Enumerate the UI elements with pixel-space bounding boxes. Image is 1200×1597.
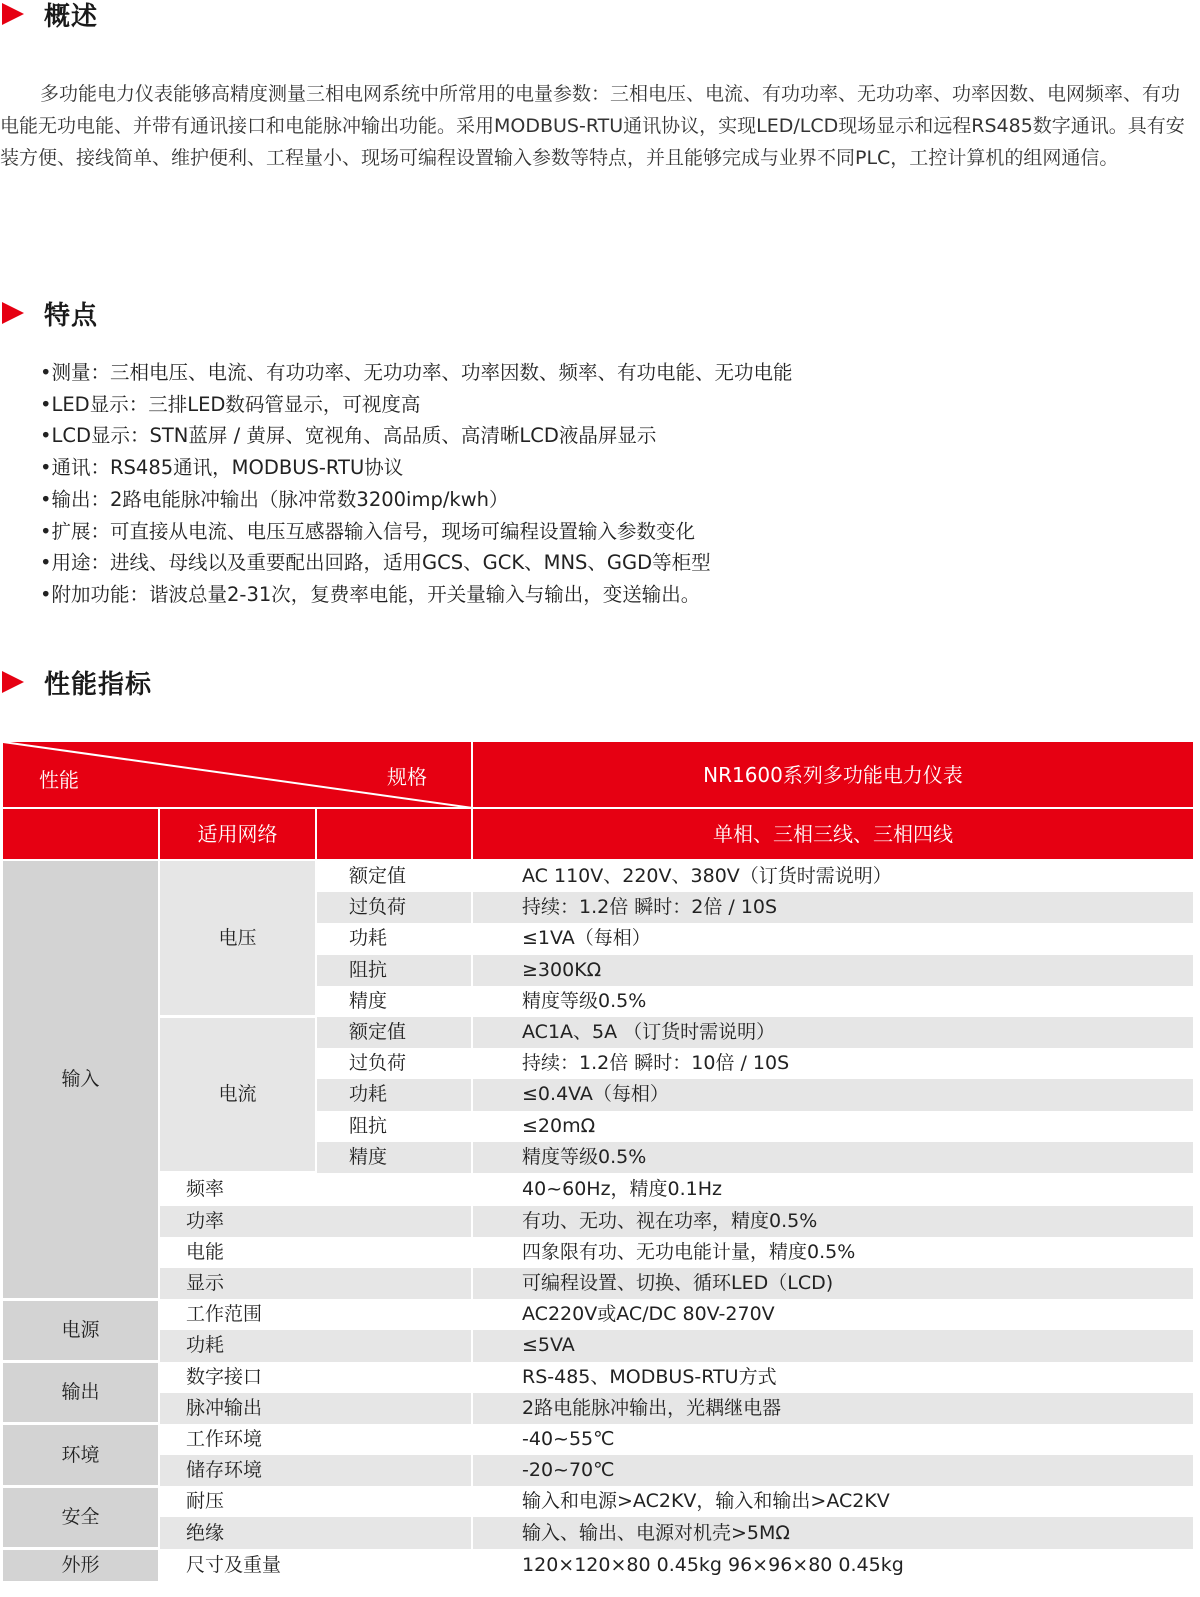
- header-performance-label: 性能: [39, 768, 79, 792]
- param-cell: 绝缘: [159, 1517, 472, 1548]
- value-cell: ≥300KΩ: [472, 955, 1193, 986]
- param-cell: 尺寸及重量: [159, 1549, 472, 1583]
- param-cell: 显示: [159, 1268, 472, 1299]
- table-row: [3, 1424, 1193, 1455]
- red-triangle-icon: [2, 671, 24, 693]
- param-cell: 数字接口: [159, 1362, 472, 1393]
- table-row: [3, 1173, 1193, 1206]
- network-row: [3, 808, 1193, 860]
- feature-item: •测量：三相电压、电流、有功功率、无功功率、功率因数、频率、有功电能、无功电能: [40, 361, 793, 384]
- value-cell: 输入和电源>AC2KV，输入和输出>AC2KV: [472, 1486, 1193, 1517]
- table-row: [3, 1237, 1193, 1268]
- table-row: [3, 1455, 1193, 1486]
- value-cell: ≤20mΩ: [472, 1111, 1193, 1142]
- table-row: [3, 860, 1193, 892]
- param-cell: 阻抗: [316, 1111, 472, 1142]
- param-cell: 精度: [316, 1142, 472, 1173]
- param-cell: 耐压: [159, 1486, 472, 1517]
- param-cell: 功率: [159, 1206, 472, 1237]
- subcategory-voltage: 电压: [159, 860, 316, 1017]
- overview-title: 概述: [44, 1, 99, 32]
- param-cell: 电能: [159, 1237, 472, 1268]
- header-product-name: NR1600系列多功能电力仪表: [472, 742, 1193, 808]
- network-value: 单相、三相三线、三相四线: [472, 808, 1193, 860]
- category-safety: 安全: [3, 1486, 159, 1548]
- value-cell: -40~55℃: [472, 1424, 1193, 1455]
- value-cell: ≤0.4VA（每相）: [472, 1079, 1193, 1110]
- red-triangle-icon: [2, 302, 24, 324]
- subcategory-current: 电流: [159, 1017, 316, 1173]
- feature-item: •输出：2路电能脉冲输出（脉冲常数3200imp/kwh）: [40, 487, 509, 511]
- value-cell: 有功、无功、视在功率，精度0.5%: [472, 1206, 1193, 1237]
- table-row: [3, 1362, 1193, 1393]
- table-row: [3, 1299, 1193, 1330]
- feature-item: •LCD显示：STN蓝屏 / 黄屏、宽视角、高品质、高清晰LCD液晶屏显示: [40, 424, 657, 448]
- param-cell: 工作环境: [159, 1424, 472, 1455]
- table-header-row: [3, 742, 1193, 808]
- param-cell: 脉冲输出: [159, 1393, 472, 1424]
- value-cell: AC1A、5A （订货时需说明）: [472, 1017, 1193, 1048]
- param-cell: 功耗: [316, 1079, 472, 1110]
- header-spec-label: 规格: [387, 765, 428, 789]
- value-cell: 精度等级0.5%: [472, 1142, 1193, 1173]
- param-cell: 过负荷: [316, 892, 472, 923]
- network-label: 适用网络: [159, 808, 316, 860]
- category-output: 输出: [3, 1362, 159, 1424]
- value-cell: AC 110V、220V、380V（订货时需说明）: [472, 860, 1193, 892]
- spec-table: [3, 742, 1193, 1584]
- value-cell: 四象限有功、无功电能计量，精度0.5%: [472, 1237, 1193, 1268]
- feature-item: •LED显示：三排LED数码管显示，可视度高: [40, 392, 421, 416]
- overview-paragraph: 多功能电力仪表能够高精度测量三相电网系统中所常用的电量参数：三相电压、电流、有功功率、无功功率、功率因数、电网频率、有功电能无功电能、并带有通讯接口和电能脉冲输出功能。采用MODBUS-RTU通讯协议，实现LED/LCD现场显示和远程RS485数字通讯。具有安装方便、接线简单、维护便利、工程量小、现场可编程设置输入参数等特点，并且能够完成与业界不同PLC，工控计算机的组网通信。: [0, 83, 1185, 169]
- param-cell: 精度: [316, 986, 472, 1017]
- table-row: [3, 1206, 1193, 1237]
- value-cell: 120×120×80 0.45kg 96×96×80 0.45kg: [472, 1549, 1193, 1583]
- value-cell: ≤5VA: [472, 1330, 1193, 1361]
- performance-heading: [0, 662, 152, 702]
- value-cell: 持续：1.2倍 瞬时：10倍 / 10S: [472, 1048, 1193, 1079]
- table-row: [3, 1549, 1193, 1583]
- table-row: [3, 1486, 1193, 1517]
- table-row: [3, 1268, 1193, 1299]
- table-row: [3, 1017, 1193, 1048]
- features-title: 特点: [44, 300, 99, 331]
- feature-item: •扩展：可直接从电流、电压互感器输入信号，现场可编程设置输入参数变化: [40, 519, 696, 543]
- value-cell: ≤1VA（每相）: [472, 923, 1193, 954]
- param-cell: 额定值: [316, 1017, 472, 1048]
- value-cell: -20~70℃: [472, 1455, 1193, 1486]
- category-dimensions: 外形: [3, 1549, 159, 1583]
- value-cell: 可编程设置、切换、循环LED（LCD): [472, 1268, 1193, 1299]
- value-cell: RS-485、MODBUS-RTU方式: [472, 1362, 1193, 1393]
- features-list: [40, 357, 793, 611]
- overview-heading: [0, 0, 98, 34]
- performance-title: 性能指标: [44, 669, 153, 700]
- category-input: 输入: [3, 860, 159, 1299]
- feature-item: •附加功能：谐波总量2-31次，复费率电能，开关量输入与输出，变送输出。: [40, 582, 701, 606]
- param-cell: 储存环境: [159, 1455, 472, 1486]
- features-heading: [0, 293, 98, 333]
- red-triangle-icon: [2, 3, 24, 25]
- param-cell: 额定值: [316, 860, 472, 892]
- header-diagonal-cell: [3, 742, 472, 808]
- param-cell: 功耗: [316, 923, 472, 954]
- param-cell: 功耗: [159, 1330, 472, 1361]
- category-environment: 环境: [3, 1424, 159, 1486]
- network-empty-cell: [316, 808, 472, 860]
- table-row: [3, 1393, 1193, 1424]
- value-cell: 2路电能脉冲输出，光耦继电器: [472, 1393, 1193, 1424]
- feature-item: •用途：进线、母线以及重要配出回路，适用GCS、GCK、MNS、GGD等柜型: [40, 551, 711, 575]
- table-row: [3, 1330, 1193, 1361]
- value-cell: 40~60Hz，精度0.1Hz: [472, 1173, 1193, 1206]
- param-cell: 工作范围: [159, 1299, 472, 1330]
- feature-item: •通讯：RS485通讯，MODBUS-RTU协议: [40, 456, 404, 480]
- param-cell: 过负荷: [316, 1048, 472, 1079]
- network-empty-cell: [3, 808, 159, 860]
- category-power: 电源: [3, 1299, 159, 1361]
- param-cell: 频率: [159, 1173, 472, 1206]
- value-cell: 精度等级0.5%: [472, 986, 1193, 1017]
- value-cell: AC220V或AC/DC 80V-270V: [472, 1299, 1193, 1330]
- param-cell: 阻抗: [316, 955, 472, 986]
- value-cell: 输入、输出、电源对机壳>5MΩ: [472, 1517, 1193, 1548]
- table-row: [3, 1517, 1193, 1548]
- value-cell: 持续：1.2倍 瞬时：2倍 / 10S: [472, 892, 1193, 923]
